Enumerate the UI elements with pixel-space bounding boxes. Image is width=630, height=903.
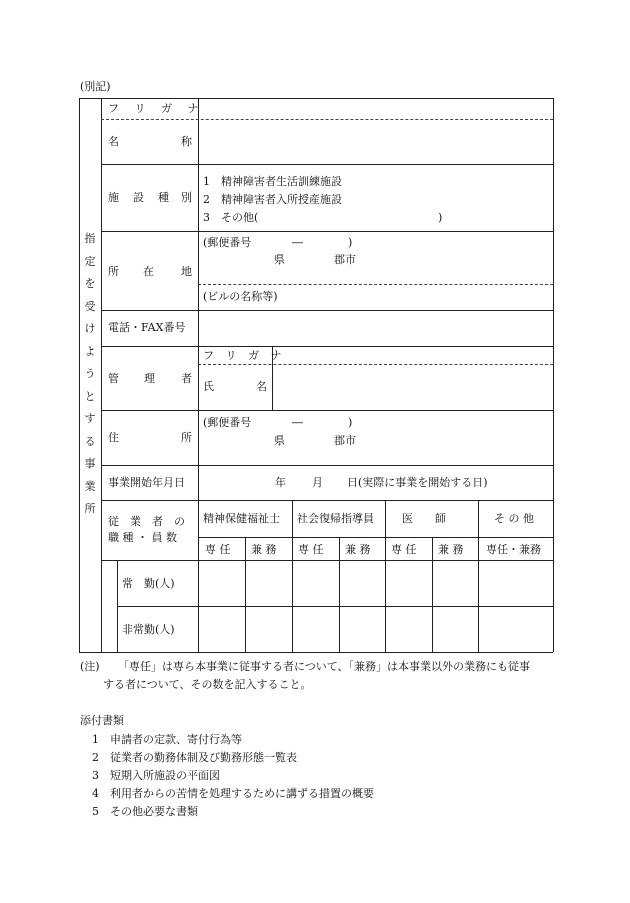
vertical-label-char: 定 <box>84 254 96 268</box>
address-postal-close: ) <box>348 236 353 249</box>
staff-count-cell-full-time[interactable] <box>340 561 384 605</box>
start-date-day: 日(実際に事業を開始する日) <box>347 476 488 489</box>
residence-postal-dash: ― <box>292 416 303 429</box>
staff-count-cell-full-time[interactable] <box>246 561 291 605</box>
attachments-title: 添付書類 <box>80 714 124 727</box>
staff-category-other: そ の 他 <box>494 512 534 525</box>
residence-label-1: 住 <box>108 431 119 444</box>
vertical-label-char: 業 <box>84 479 96 493</box>
manager-label-1: 管 <box>108 372 119 385</box>
staff-count-cell-part-time[interactable] <box>479 607 552 651</box>
note-line-2: する者について、その数を記入すること。 <box>103 678 312 691</box>
residence-field[interactable] <box>199 411 552 464</box>
start-date-field[interactable] <box>199 466 552 499</box>
address-label-2: 在 <box>143 265 154 278</box>
start-date-year: 年 <box>275 476 286 489</box>
attachment-item: 2 従業者の勤務体制及び勤務形態一覧表 <box>92 751 297 764</box>
manager-name-label-b: 名 <box>256 380 267 393</box>
address-pref-label: 県 <box>274 253 285 266</box>
address-postal-dash: ― <box>292 236 303 249</box>
residence-pref-label: 県 <box>274 434 285 447</box>
staff-category-doctor: 医 師 <box>402 512 446 525</box>
staff-count-cell-full-time[interactable] <box>433 561 477 605</box>
vertical-label-char: を <box>84 277 96 290</box>
staff-count-cell-full-time[interactable] <box>479 561 552 605</box>
address-city-label: 郡市 <box>334 253 356 266</box>
facility-option-2[interactable]: 2 精神障害者入所授産施設 <box>203 193 342 206</box>
vertical-label-char: る <box>84 434 96 448</box>
note-line-1: 「専任」は専ら本事業に従事する者について、「兼務」は本事業以外の業務にも従事 <box>118 660 531 673</box>
vertical-label-char: 事 <box>84 457 96 470</box>
name-label-b: 称 <box>181 135 192 148</box>
attachment-item: 3 短期入所施設の平面図 <box>92 769 220 782</box>
facility-type-label-2: 設 <box>133 191 144 204</box>
vertical-label-char: す <box>84 412 96 425</box>
staff-count-cell-part-time[interactable] <box>340 607 384 651</box>
row-part-time-label: 非常勤(人) <box>122 623 175 636</box>
vertical-label-char: う <box>84 367 96 380</box>
address-field[interactable] <box>199 232 552 283</box>
vertical-label-char: 受 <box>84 299 96 313</box>
staff-count-cell-part-time[interactable] <box>386 607 431 651</box>
staff-category-psw: 精神保健福祉士 <box>203 512 280 525</box>
staff-count-cell-part-time[interactable] <box>433 607 477 651</box>
manager-label-2: 理 <box>144 372 155 385</box>
staff-count-cell-part-time[interactable] <box>246 607 291 651</box>
furigana-field[interactable] <box>199 99 552 119</box>
residence-postal-label: (郵便番号 <box>203 416 252 429</box>
staff-count-cell-full-time[interactable] <box>293 561 338 605</box>
facility-option-3[interactable]: 3 その他( <box>203 211 259 224</box>
manager-label-3: 者 <box>181 372 192 385</box>
address-building-label: (ビルの名称等) <box>203 290 278 303</box>
furigana-label: フ リ ガ ナ <box>108 102 205 115</box>
address-label-3: 地 <box>181 265 192 278</box>
sub-part-2: 兼 務 <box>345 543 371 556</box>
sub-part-1: 兼 務 <box>251 543 277 556</box>
phone-fax-field[interactable] <box>199 311 552 345</box>
vertical-label-char: 所 <box>84 502 96 515</box>
sub-full-2: 専 任 <box>298 543 324 556</box>
staff-count-cell-part-time[interactable] <box>199 607 244 651</box>
annex-label: (別記) <box>80 80 111 93</box>
facility-type-label-1: 施 <box>108 191 119 204</box>
facility-type-label-3: 種 <box>158 191 169 204</box>
start-date-month: 月 <box>312 476 323 489</box>
manager-name-label-a: 氏 <box>203 380 214 393</box>
phone-fax-label: 電話・FAX番号 <box>108 321 186 334</box>
start-date-label: 事業開始年月日 <box>108 476 185 489</box>
attachment-item: 5 その他必要な書類 <box>92 805 198 818</box>
vertical-label-char: 指 <box>84 232 96 245</box>
vertical-label-char: よ <box>84 344 96 358</box>
name-field[interactable] <box>199 120 552 163</box>
sub-full-1: 専 任 <box>205 543 231 556</box>
row-full-time-label: 常 勤(人) <box>122 577 175 590</box>
address-label-1: 所 <box>108 265 119 278</box>
residence-city-label: 郡市 <box>334 434 356 447</box>
facility-option-1[interactable]: 1 精神障害者生活訓練施設 <box>203 175 342 188</box>
staff-count-cell-full-time[interactable] <box>386 561 431 605</box>
attachment-item: 4 利用者からの苦情を処理するために講ずる措置の概要 <box>92 787 374 800</box>
residence-postal-close: ) <box>348 416 353 429</box>
note-prefix: (注) <box>80 660 100 673</box>
facility-option-3-close: ) <box>438 211 443 224</box>
residence-label-2: 所 <box>181 431 192 444</box>
sub-full-3: 専 任 <box>391 543 417 556</box>
staff-label-line2: 職 種 ・ 員 数 <box>108 531 177 544</box>
staff-count-cell-part-time[interactable] <box>293 607 338 651</box>
staff-category-rehab: 社会復帰指導員 <box>297 512 374 525</box>
sub-other: 専任・兼務 <box>486 543 541 556</box>
attachment-item: 1 申請者の定款、寄付行為等 <box>92 733 242 746</box>
facility-type-label-4: 別 <box>181 191 192 204</box>
address-postal-label: (郵便番号 <box>203 236 252 249</box>
manager-furigana-label: フ リ ガ ナ <box>203 349 286 362</box>
staff-label-line1: 従 業 者 の <box>108 515 185 528</box>
manager-field[interactable] <box>273 347 552 409</box>
sub-part-3: 兼 務 <box>438 543 464 556</box>
vertical-label-char: と <box>84 389 96 403</box>
staff-count-cell-full-time[interactable] <box>199 561 244 605</box>
vertical-label-char: け <box>84 322 96 335</box>
name-label-a: 名 <box>108 135 119 148</box>
